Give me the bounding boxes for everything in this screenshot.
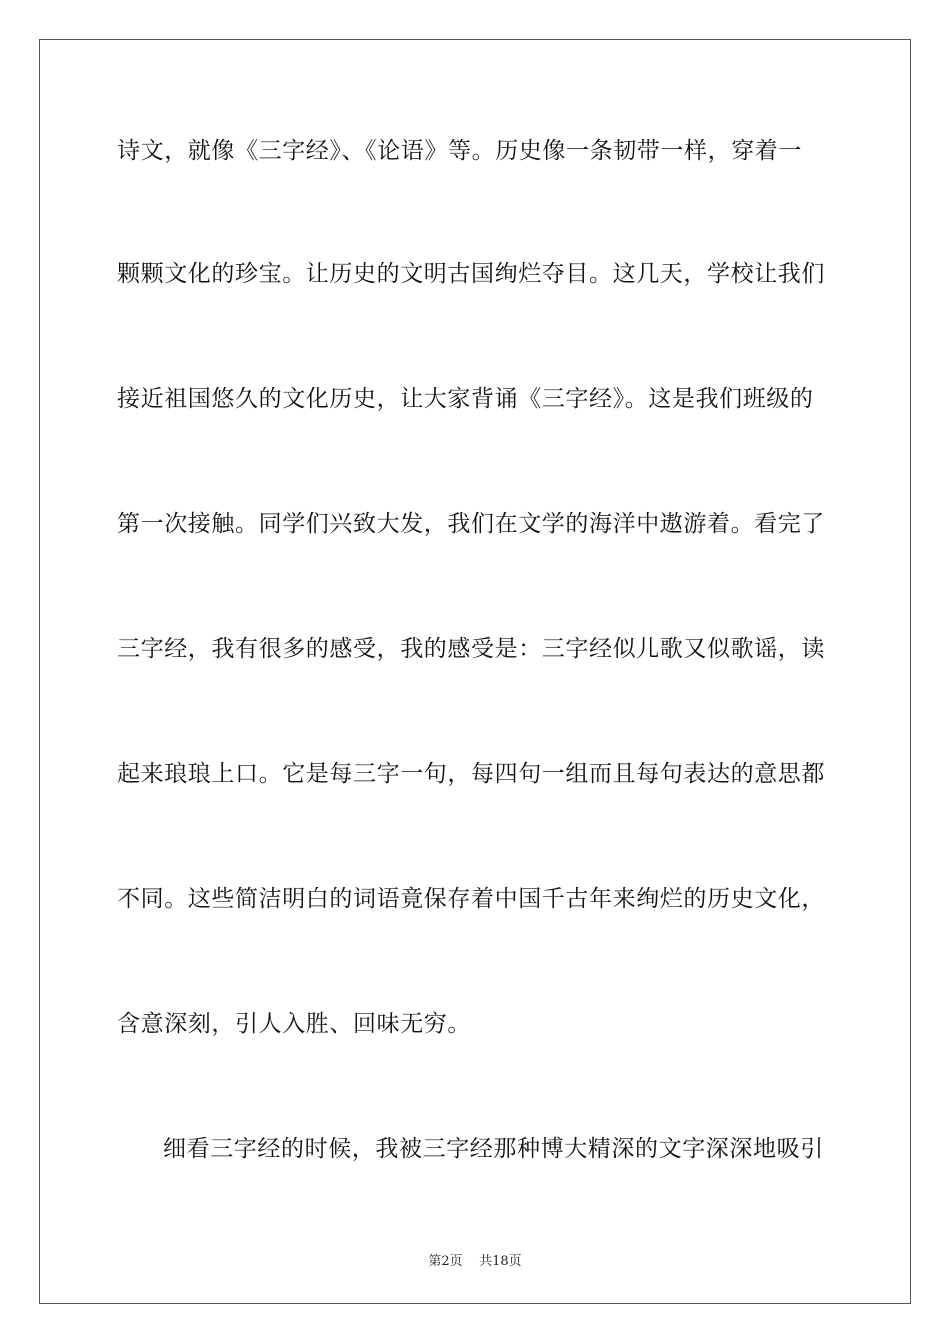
page-footer	[0, 1250, 950, 1269]
page-number: 第2页	[428, 1254, 463, 1269]
body-text-line: 起来琅琅上口。它是每三字一句，每四句一组而且每句表达的意思都	[117, 761, 825, 787]
page-total: 共18页	[479, 1254, 522, 1269]
body-text-line: 第一次接触。同学们兴致大发，我们在文学的海洋中遨游着。看完了	[117, 511, 825, 537]
body-text-line: 颗颗文化的珍宝。让历史的文明古国绚烂夺目。这几天，学校让我们	[117, 261, 825, 287]
page-border	[39, 39, 911, 1304]
body-text-line: 诗文，就像《三字经》、《论语》等。历史像一条韧带一样，穿着一	[117, 138, 802, 164]
body-text-line: 含意深刻，引人入胜、回味无穷。	[117, 1011, 471, 1037]
body-text-line: 三字经，我有很多的感受，我的感受是：三字经似儿歌又似歌谣，读	[117, 636, 825, 662]
body-text-line: 接近祖国悠久的文化历史，让大家背诵《三字经》。这是我们班级的	[117, 386, 814, 412]
body-text-line: 不同。这些简洁明白的词语竟保存着中国千古年来绚烂的历史文化，	[117, 886, 825, 912]
paragraph-first-line: 细看三字经的时候，我被三字经那种博大精深的文字深深地吸引	[163, 1136, 824, 1162]
